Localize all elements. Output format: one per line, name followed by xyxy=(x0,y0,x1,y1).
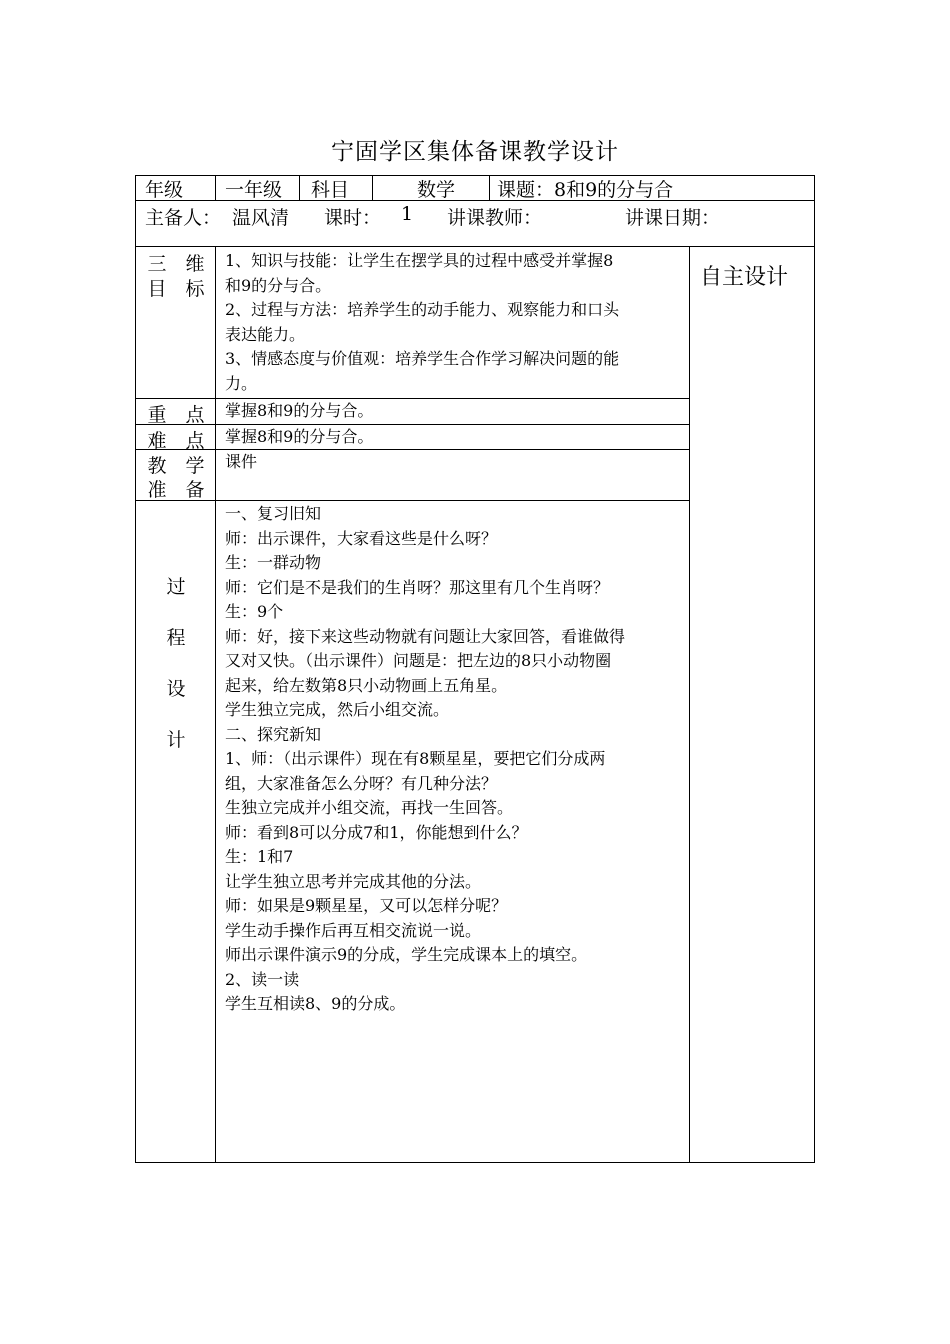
rule-keypoint-bottom xyxy=(135,424,690,425)
process-line: 1、师：（出示课件）现在有8颗星星，要把它们分成两 xyxy=(225,749,606,768)
hours-label: 课时： xyxy=(324,207,382,229)
process-line: 师：看到8可以分成7和1，你能想到什么？ xyxy=(225,822,528,842)
rule-bottom xyxy=(135,1162,815,1163)
rule-info-bottom xyxy=(135,246,815,247)
border-left xyxy=(135,175,136,1163)
difficulty-label: 难 点 xyxy=(147,430,205,452)
preparer-label: 主备人： xyxy=(145,207,222,229)
process-label-char: 计 xyxy=(166,729,186,751)
goal-line: 2、过程与方法：培养学生的动手能力、观察能力和口头 xyxy=(225,300,620,319)
date-label: 讲课日期： xyxy=(625,207,721,229)
sep-subject xyxy=(372,175,373,200)
process-line: 师：它们是不是我们的生肖呀？那这里有几个生肖呀？ xyxy=(225,577,610,597)
sep-subject-value xyxy=(489,175,490,200)
process-line: 起来，给左数第8只小动物画上五角星。 xyxy=(225,675,508,695)
process-line: 学生独立完成，然后小组交流。 xyxy=(225,700,450,719)
hours-value: 1 xyxy=(401,203,414,225)
process-label-char: 设 xyxy=(166,678,186,700)
process-line: 师：出示课件，大家看这些是什么呀？ xyxy=(225,528,498,548)
grade-value: 一年级 xyxy=(225,179,283,201)
process-line: 二、探究新知 xyxy=(225,724,322,744)
lesson-topic: 课题：8和9的分与合 xyxy=(497,179,674,201)
keypoint-text: 掌握8和9的分与合。 xyxy=(225,401,374,420)
goals-label-line2: 目 标 xyxy=(147,278,205,300)
process-line: 师：如果是9颗星星，又可以怎样分呢？ xyxy=(225,896,508,915)
prep-label-line1: 教 学 xyxy=(147,455,205,477)
process-line: 学生互相读8、9的分成。 xyxy=(225,994,406,1013)
process-line: 生独立完成并小组交流，再找一生回答。 xyxy=(225,798,514,817)
subject-value: 数学 xyxy=(417,179,456,201)
rule-difficulty-bottom xyxy=(135,449,690,450)
goal-line: 和9的分与合。 xyxy=(225,275,332,295)
goal-line: 力。 xyxy=(225,373,258,393)
process-line: 师：好，接下来这些动物就有问题让大家回答，看谁做得 xyxy=(225,626,626,646)
side-column-title: 自主设计 xyxy=(700,265,789,290)
prep-text: 课件 xyxy=(225,452,258,471)
process-line: 生：9个 xyxy=(225,602,284,621)
prep-label-line2: 准 备 xyxy=(147,479,205,501)
process-label-char: 过 xyxy=(166,576,186,598)
border-right xyxy=(814,175,815,1163)
process-text xyxy=(225,502,625,1017)
rule-prep-bottom xyxy=(135,500,690,501)
process-line: 生：1和7 xyxy=(225,847,294,866)
keypoint-label: 重 点 xyxy=(147,404,205,426)
goal-line: 1、知识与技能：让学生在摆学具的过程中感受并掌握8 xyxy=(225,251,614,270)
process-line: 学生动手操作后再互相交流说一说。 xyxy=(225,920,482,940)
preparer-name: 温风清 xyxy=(232,207,290,229)
process-line: 一、复习旧知 xyxy=(225,504,322,523)
goal-line: 3、情感态度与价值观：培养学生合作学习解决问题的能 xyxy=(225,349,620,368)
process-line: 生：一群动物 xyxy=(225,553,322,572)
document-title: 宁固学区集体备课教学设计 xyxy=(331,139,619,165)
goal-line: 表达能力。 xyxy=(225,324,306,344)
grade-label: 年级 xyxy=(145,179,184,201)
difficulty-text: 掌握8和9的分与合。 xyxy=(225,427,374,446)
teacher-label: 讲课教师： xyxy=(447,207,543,229)
subject-label: 科目 xyxy=(311,179,350,201)
process-line: 师出示课件演示9的分成，学生完成课本上的填空。 xyxy=(225,945,588,964)
sep-label-column xyxy=(215,246,216,1162)
sep-side-column xyxy=(689,246,690,1162)
sep-grade xyxy=(215,175,216,200)
process-line: 让学生独立思考并完成其他的分法。 xyxy=(225,871,482,891)
goals-text xyxy=(225,249,619,396)
process-label-char: 程 xyxy=(166,627,186,649)
goals-label-line1: 三 维 xyxy=(147,253,205,275)
sep-grade-value xyxy=(299,175,300,200)
rule-goals-bottom xyxy=(135,398,690,399)
process-line: 又对又快。（出示课件）问题是：把左边的8只小动物圈 xyxy=(225,651,612,670)
process-line: 2、读一读 xyxy=(225,969,300,989)
process-line: 组，大家准备怎么分呀？有几种分法？ xyxy=(225,773,498,793)
